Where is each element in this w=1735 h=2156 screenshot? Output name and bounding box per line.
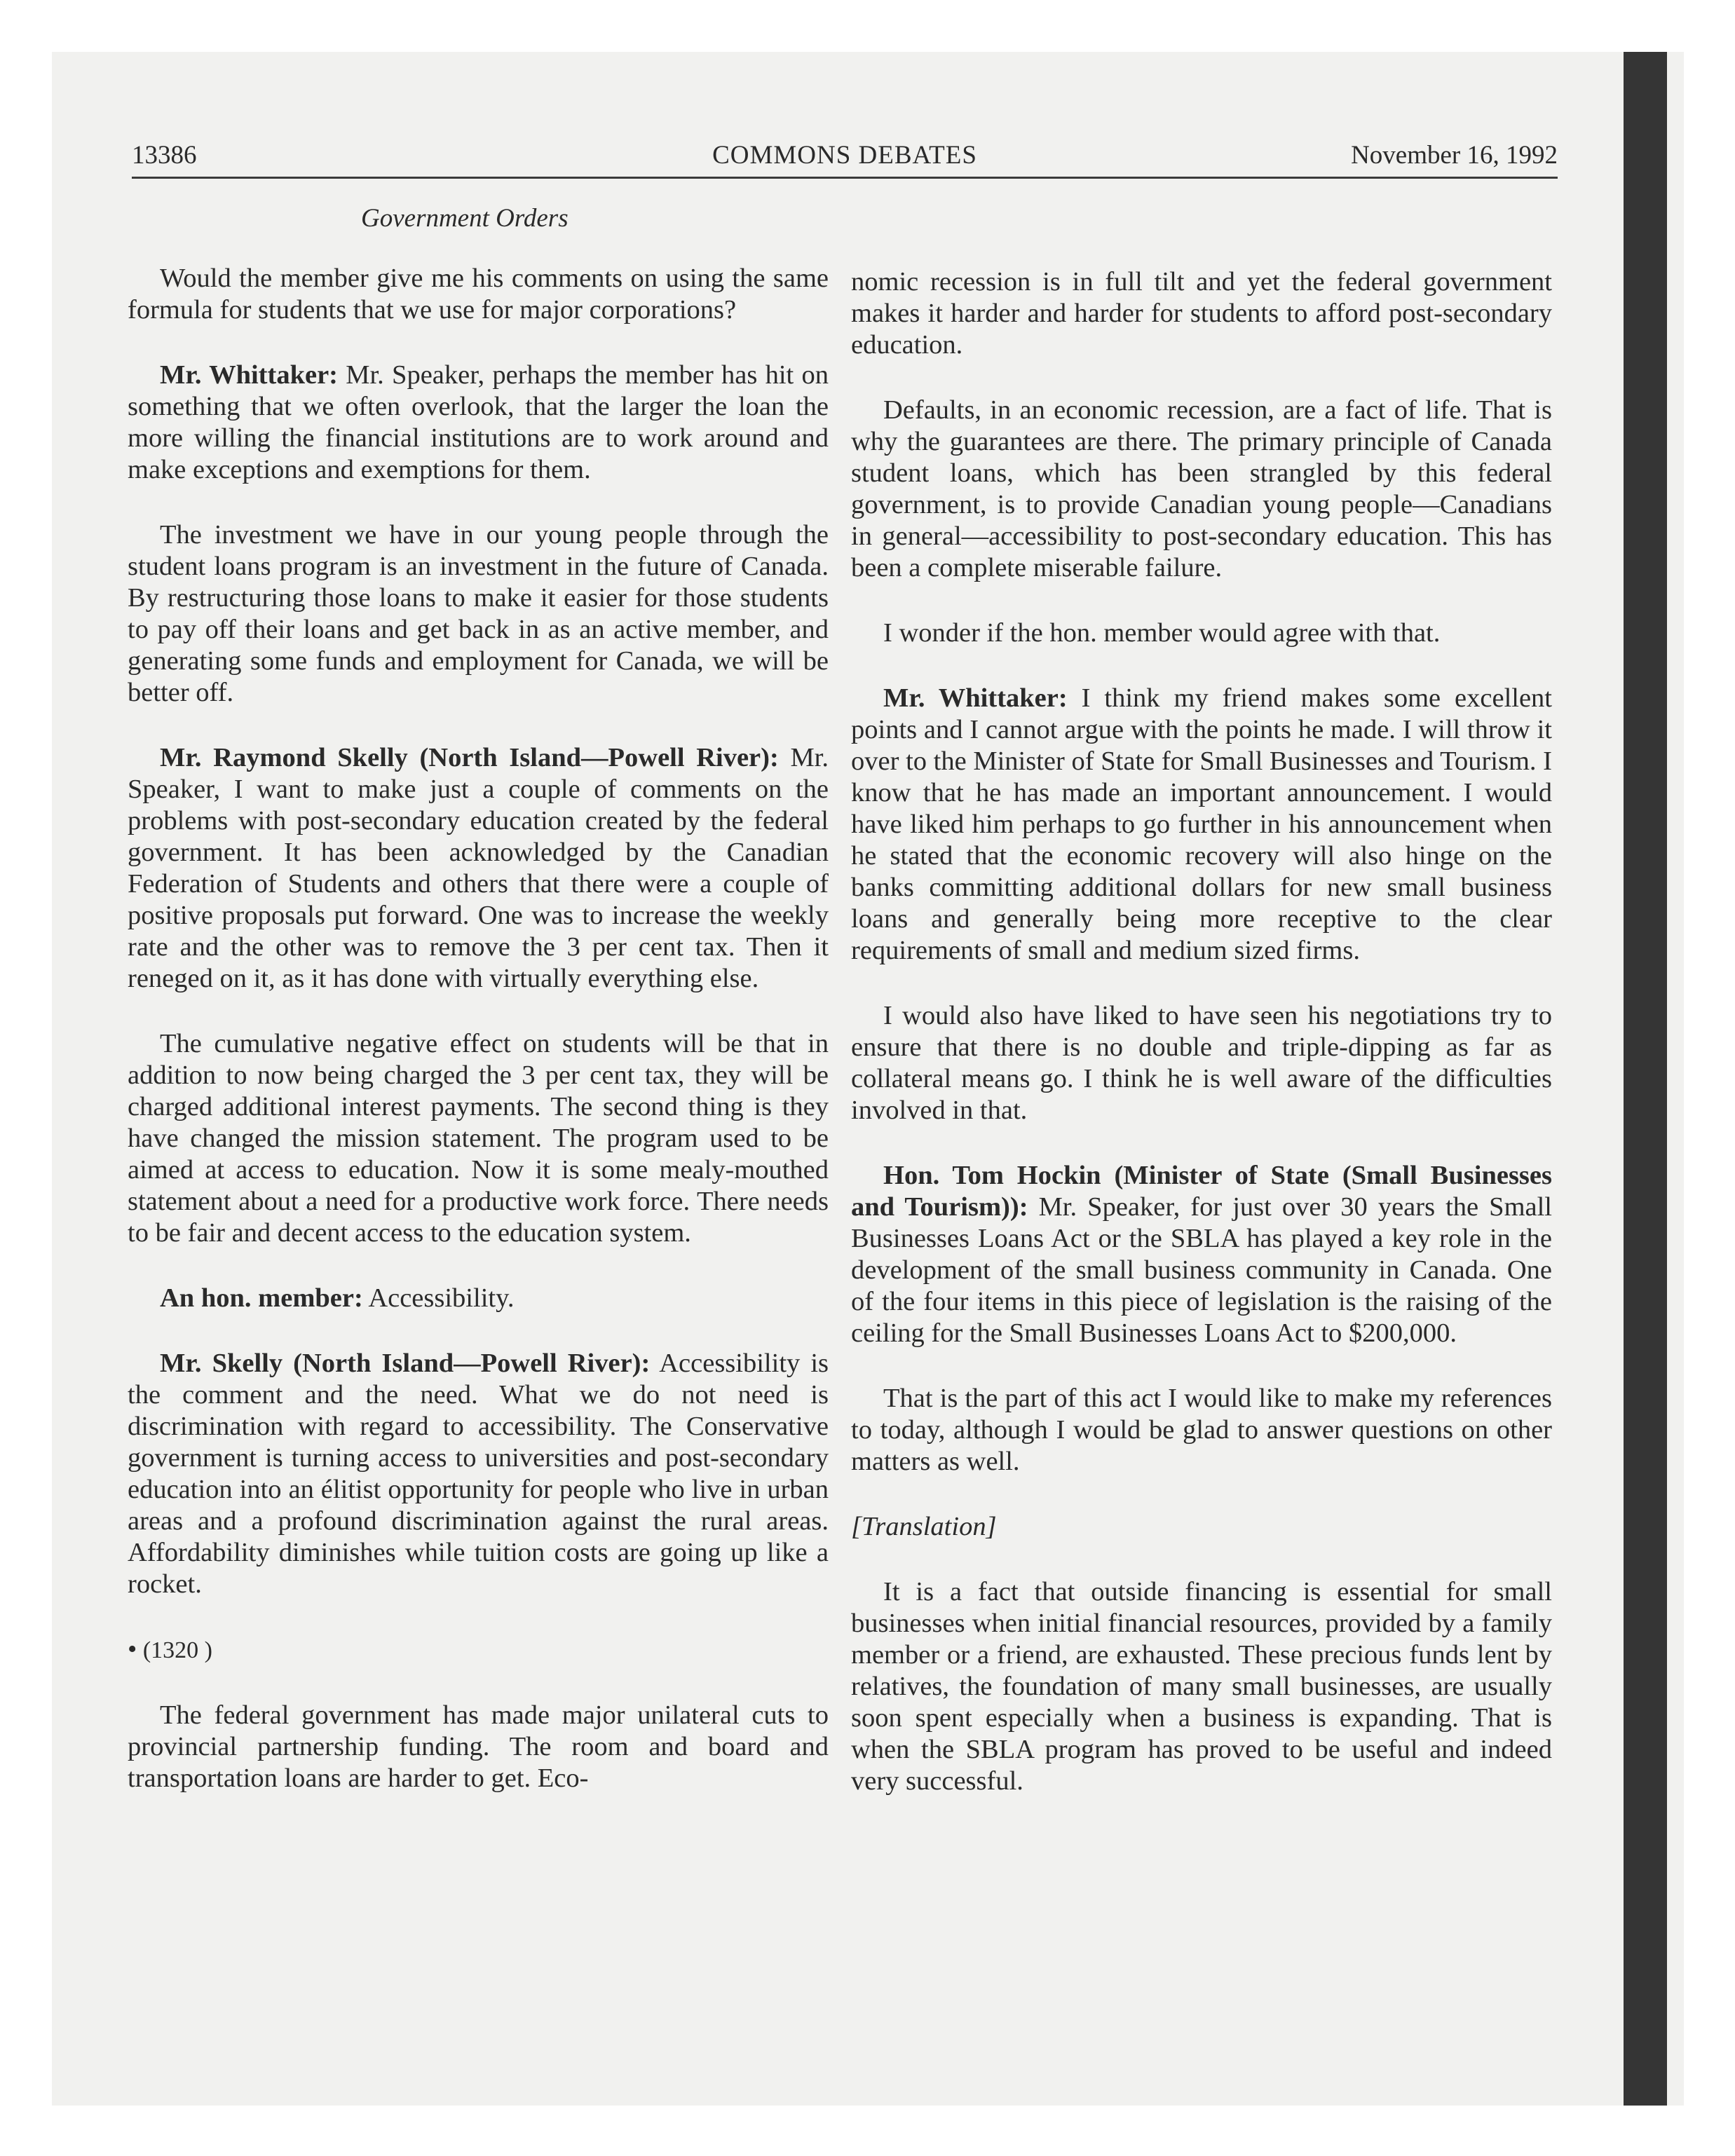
speech-text: Mr. Speaker, I want to make just a couple of comments on the problems with post-secondary education created by the federal government. It has been acknowledged by the Canadian Federation of Students and others that there were a couple of positive proposals put forward. One was to increase the weekly rate and the other was to remove the 3 per cent tax. Then it reneged on it, as it has done with virtually everything else. xyxy=(128,743,829,993)
section-heading: Government Orders xyxy=(361,204,569,233)
paragraph: Would the member give me his comments on using the same formula for students that we use for major corporations? xyxy=(128,264,829,325)
right-column xyxy=(851,266,1552,1831)
speech-paragraph xyxy=(128,1283,829,1314)
paragraph: The investment we have in our young people through the student loans program is an investment in the future of Canada. By restructuring those loans to make it easier for those students to pay off their loans and get back in as an active member, and generating some funds and employment for Canada, we will be better off. xyxy=(128,520,829,707)
speech-paragraph xyxy=(128,742,829,995)
speech-paragraph xyxy=(128,1348,829,1600)
speech-text: Accessibility. xyxy=(368,1283,515,1313)
running-header xyxy=(132,140,1558,179)
bullet-icon: • xyxy=(128,1635,137,1664)
page-number: 13386 xyxy=(132,141,197,170)
scan-binding-edge xyxy=(1624,52,1667,2106)
speaker-name: Mr. Raymond Skelly (North Island—Powell River): xyxy=(160,743,779,772)
paragraph: It is a fact that outside financing is essential for small businesses when initial financial resources, provided by a family member or a friend, are exhausted. These precious funds lent by relatives, the foundation of many small businesses, are usually soon spent especially when a business is expanding. That is when the SBLA program has proved to be useful and indeed very successful. xyxy=(851,1577,1552,1796)
paragraph-continued: nomic recession is in full tilt and yet the federal government makes it harder and harder for students to afford post-secondary education. xyxy=(851,267,1552,360)
publication-title: COMMONS DEBATES xyxy=(712,141,977,170)
paragraph: The cumulative negative effect on students will be that in addition to now being charged the 3 per cent tax, they will be charged additional interest payments. The second thing is they have changed the mission statement. The program used to be aimed at access to education. Now it is some mealy-mouthed statement about a need for a productive work force. There needs to be fair and decent access to the education system. xyxy=(128,1029,829,1248)
speech-text: Accessibility is the comment and the need. What we do not need is discrimination with regard to accessibility. The Conservative government is turning access to universities and post-secondary education into an élitist opportunity for people who live in urban areas and a profound discrimination against the rural areas. Affordability diminishes while tuition costs are going up like a rocket. xyxy=(128,1349,829,1599)
paragraph: The federal government has made major unilateral cuts to provincial partnership funding. The room and board and transportation loans are harder to get. Eco- xyxy=(128,1700,829,1793)
speaker-name: Mr. Whittaker: xyxy=(160,360,338,390)
issue-date: November 16, 1992 xyxy=(1351,141,1558,170)
speech-paragraph xyxy=(851,1160,1552,1349)
speech-paragraph xyxy=(128,360,829,486)
speech-text: I think my friend makes some excellent points and I cannot argue with the points he made. I will throw it over to the Minister of State for Small Businesses and Tourism. I know that he has made an important announcement. I would have liked him perhaps to go further in his announcement when he stated that the economic recovery will also hinge on the banks committing additional dollars for new small business loans and generally being more receptive to the clear requirements of small and medium sized firms. xyxy=(851,683,1552,965)
paragraph: I would also have liked to have seen his negotiations try to ensure that there is no double and triple-dipping as far as collateral means go. I think he is well aware of the difficulties involved in that. xyxy=(851,1001,1552,1125)
paragraph: I wonder if the hon. member would agree with that. xyxy=(883,618,1441,648)
paragraph: Defaults, in an economic recession, are a fact of life. That is why the guarantees are there. The primary principle of Canada student loans, which has been strangled by this federal government, is to provide Canadian young people—Canadians in general—accessibility to post-secondary education. This has been a complete miserable failure. xyxy=(851,395,1552,582)
speaker-name: Hon. Tom Hockin (Minister of State (Small Businesses and Tourism)): xyxy=(851,1161,1552,1222)
speech-text: Mr. Speaker, perhaps the member has hit on something that we often overlook, that the larger the loan the more willing the financial institutions are to work around and make exceptions and exemptions for them. xyxy=(128,360,829,484)
speaker-name: Mr. Whittaker: xyxy=(883,683,1068,713)
translation-note: [Translation] xyxy=(851,1512,997,1541)
left-column xyxy=(128,263,829,1828)
time-marker-text: (1320 ) xyxy=(142,1637,212,1663)
time-marker xyxy=(128,1634,829,1666)
speaker-name: An hon. member: xyxy=(160,1283,363,1313)
speech-paragraph xyxy=(851,683,1552,967)
speech-text: Mr. Speaker, for just over 30 years the Small Businesses Loans Act or the SBLA has played a key role in the development of the small business community in Canada. One of the four items in this piece of legislation is the raising of the ceiling for the Small Businesses Loans Act to $200,000. xyxy=(851,1192,1553,1348)
paragraph: That is the part of this act I would like to make my references to today, although I would be glad to answer questions on other matters as well. xyxy=(851,1384,1552,1476)
speaker-name: Mr. Skelly (North Island—Powell River): xyxy=(160,1349,651,1378)
